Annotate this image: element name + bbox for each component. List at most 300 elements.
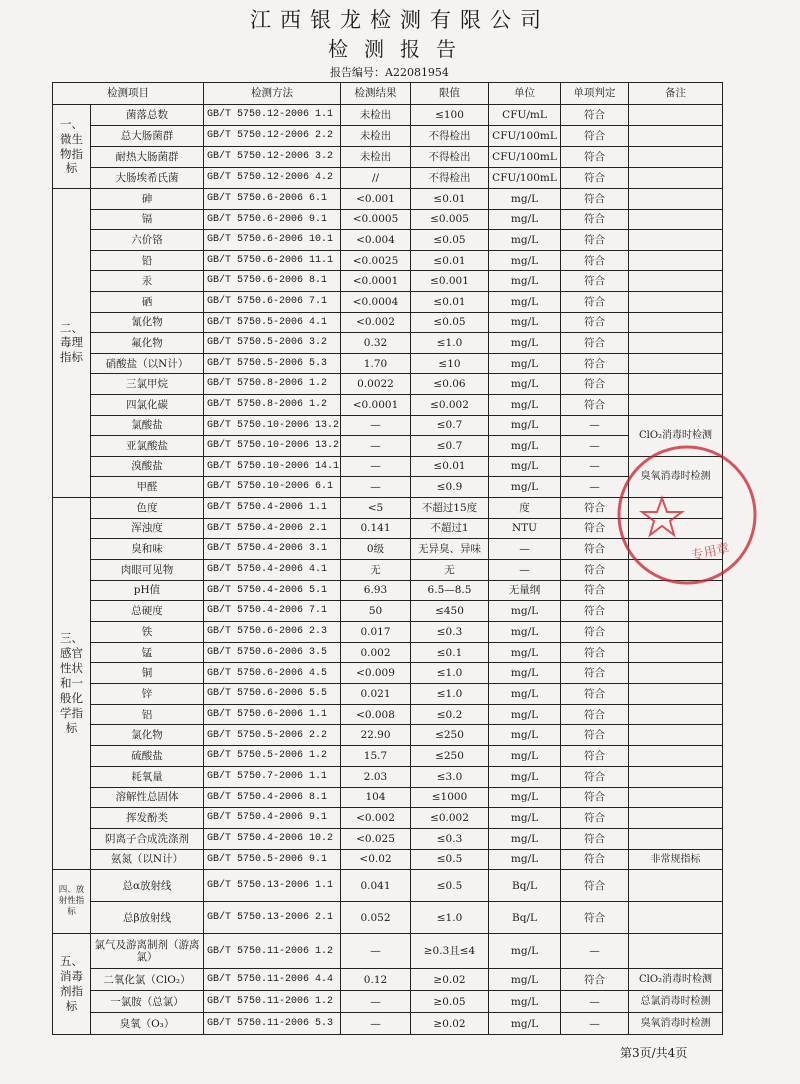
cell-remark	[629, 271, 723, 292]
cell-limit: ≤0.06	[411, 374, 489, 395]
cell-limit: ≤0.01	[411, 456, 489, 477]
cell-limit: ≤250	[411, 746, 489, 767]
cell-result: —	[341, 1013, 411, 1035]
table-row	[53, 415, 723, 436]
cell-method: GB/T 5750.6-2006 3.5	[204, 642, 341, 663]
cell-item: 阴离子合成洗涤剂	[91, 828, 204, 849]
cell-limit: ≤0.2	[411, 704, 489, 725]
table-row	[53, 725, 723, 746]
cell-method: GB/T 5750.4-2006 1.1	[204, 497, 341, 518]
cell-result: 0.12	[341, 969, 411, 991]
col-header-result: 检测结果	[341, 83, 411, 105]
cell-unit: mg/L	[489, 312, 561, 333]
table-row	[53, 539, 723, 560]
cell-result: 0.052	[341, 902, 411, 934]
cell-judgement: 符合	[561, 333, 629, 354]
cell-judgement: 符合	[561, 870, 629, 902]
cell-item: 臭氧（O₃）	[91, 1013, 204, 1035]
cell-method: GB/T 5750.4-2006 9.1	[204, 808, 341, 829]
cell-method: GB/T 5750.4-2006 8.1	[204, 787, 341, 808]
cell-method: GB/T 5750.8-2006 1.2	[204, 394, 341, 415]
cell-limit: ≤0.01	[411, 291, 489, 312]
cell-limit: ≤0.01	[411, 250, 489, 271]
table-row	[53, 580, 723, 601]
cell-item: 氰化物	[91, 312, 204, 333]
cell-method: GB/T 5750.4-2006 3.1	[204, 539, 341, 560]
cell-remark	[629, 725, 723, 746]
cell-result: 无	[341, 559, 411, 580]
cell-result: <0.0001	[341, 394, 411, 415]
cell-judgement: 符合	[561, 250, 629, 271]
cell-unit: mg/L	[489, 394, 561, 415]
cell-item: 氯气及游离制剂（游离氯）	[91, 934, 204, 969]
table-row	[53, 291, 723, 312]
cell-limit: ≤1.0	[411, 684, 489, 705]
cell-judgement: 符合	[561, 704, 629, 725]
cell-unit: mg/L	[489, 333, 561, 354]
cell-method: GB/T 5750.12-2006 4.2	[204, 168, 341, 189]
cell-unit: mg/L	[489, 456, 561, 477]
cell-result: 22.90	[341, 725, 411, 746]
table-row	[53, 333, 723, 354]
cell-result: <0.002	[341, 808, 411, 829]
cell-item: 甲醛	[91, 477, 204, 498]
cell-limit: ≤0.5	[411, 849, 489, 870]
cell-judgement: 符合	[561, 105, 629, 126]
cell-judgement: 符合	[561, 580, 629, 601]
cell-remark	[629, 105, 723, 126]
cell-remark	[629, 828, 723, 849]
table-row	[53, 168, 723, 189]
table-row	[53, 497, 723, 518]
cell-unit: mg/L	[489, 374, 561, 395]
cell-unit: mg/L	[489, 477, 561, 498]
table-row	[53, 353, 723, 374]
cell-limit: ≤0.005	[411, 209, 489, 230]
cell-unit: mg/L	[489, 1013, 561, 1035]
cell-judgement: 符合	[561, 230, 629, 251]
table-row	[53, 147, 723, 168]
table-row	[53, 642, 723, 663]
cell-unit: mg/L	[489, 353, 561, 374]
cell-method: GB/T 5750.5-2006 3.2	[204, 333, 341, 354]
cell-item: 硝酸盐（以N计）	[91, 353, 204, 374]
cell-unit: NTU	[489, 518, 561, 539]
cell-limit: 不得检出	[411, 126, 489, 147]
cell-remark	[629, 766, 723, 787]
cell-judgement: 符合	[561, 291, 629, 312]
cell-remark: 臭氧消毒时检测	[629, 456, 723, 497]
cell-item: 四氯化碳	[91, 394, 204, 415]
cell-judgement: 符合	[561, 663, 629, 684]
cell-result: <0.0005	[341, 209, 411, 230]
cell-limit: ≤10	[411, 353, 489, 374]
cell-limit: ≤0.05	[411, 230, 489, 251]
cell-method: GB/T 5750.10-2006 6.1	[204, 477, 341, 498]
cell-method: GB/T 5750.4-2006 10.2	[204, 828, 341, 849]
cell-item: 镉	[91, 209, 204, 230]
cell-method: GB/T 5750.6-2006 9.1	[204, 209, 341, 230]
cell-result: <0.002	[341, 312, 411, 333]
cell-remark	[629, 902, 723, 934]
cell-result: <0.004	[341, 230, 411, 251]
cell-method: GB/T 5750.13-2006 2.1	[204, 902, 341, 934]
cell-unit: 度	[489, 497, 561, 518]
cell-item: 六价铬	[91, 230, 204, 251]
cell-remark	[629, 746, 723, 767]
cell-unit: CFU/100mL	[489, 126, 561, 147]
cell-unit: mg/L	[489, 271, 561, 292]
cell-method: GB/T 5750.6-2006 11.1	[204, 250, 341, 271]
cell-limit: ≤1.0	[411, 333, 489, 354]
cell-method: GB/T 5750.10-2006 13.2	[204, 436, 341, 457]
cell-item: 氯化物	[91, 725, 204, 746]
cell-item: 臭和味	[91, 539, 204, 560]
cell-unit: mg/L	[489, 808, 561, 829]
cell-unit: mg/L	[489, 766, 561, 787]
cell-remark: ClO₂消毒时检测	[629, 969, 723, 991]
cell-unit: mg/L	[489, 415, 561, 436]
cell-judgement: 符合	[561, 787, 629, 808]
cell-remark	[629, 808, 723, 829]
cell-unit: mg/L	[489, 787, 561, 808]
svg-text:专用章: 专用章	[689, 541, 731, 564]
cell-result: <0.009	[341, 663, 411, 684]
cell-result: <0.0025	[341, 250, 411, 271]
table-row	[53, 622, 723, 643]
cell-item: 总β放射线	[91, 902, 204, 934]
cell-result: 104	[341, 787, 411, 808]
cell-result: —	[341, 477, 411, 498]
cell-remark	[629, 312, 723, 333]
cell-limit: ≥0.02	[411, 1013, 489, 1035]
cell-limit: 不超过1	[411, 518, 489, 539]
cell-unit: mg/L	[489, 189, 561, 210]
cell-method: GB/T 5750.5-2006 5.3	[204, 353, 341, 374]
table-row	[53, 374, 723, 395]
cell-item: 氟化物	[91, 333, 204, 354]
cell-remark: 总氯消毒时检测	[629, 991, 723, 1013]
table-row	[53, 126, 723, 147]
cell-result: 0.017	[341, 622, 411, 643]
cell-result: <0.0001	[341, 271, 411, 292]
cell-method: GB/T 5750.5-2006 1.2	[204, 746, 341, 767]
cell-limit: ≤0.3	[411, 828, 489, 849]
cell-result: 0级	[341, 539, 411, 560]
cell-remark	[629, 601, 723, 622]
cell-item: 浑浊度	[91, 518, 204, 539]
cell-limit: ≤0.7	[411, 415, 489, 436]
cell-unit: CFU/100mL	[489, 168, 561, 189]
cell-method: GB/T 5750.5-2006 9.1	[204, 849, 341, 870]
table-row	[53, 991, 723, 1013]
cell-item: 耗氧量	[91, 766, 204, 787]
table-row	[53, 394, 723, 415]
cell-result: 6.93	[341, 580, 411, 601]
cell-method: GB/T 5750.4-2006 7.1	[204, 601, 341, 622]
cell-result: —	[341, 415, 411, 436]
cell-remark	[629, 209, 723, 230]
table-row	[53, 1013, 723, 1035]
cell-result: <0.008	[341, 704, 411, 725]
cell-result: <0.02	[341, 849, 411, 870]
table-row	[53, 746, 723, 767]
cell-method: GB/T 5750.11-2006 1.2	[204, 991, 341, 1013]
test-results-table	[52, 82, 723, 1035]
table-row	[53, 704, 723, 725]
cell-judgement: 符合	[561, 168, 629, 189]
cell-item: 铅	[91, 250, 204, 271]
cell-limit: ≥0.02	[411, 969, 489, 991]
cell-limit: ≤0.01	[411, 189, 489, 210]
cell-unit: mg/L	[489, 746, 561, 767]
cell-limit: ≤0.001	[411, 271, 489, 292]
cell-remark	[629, 518, 723, 539]
cell-judgement: 符合	[561, 189, 629, 210]
cell-result: 未检出	[341, 105, 411, 126]
cell-judgement: 符合	[561, 725, 629, 746]
cell-result: <5	[341, 497, 411, 518]
cell-judgement: 符合	[561, 353, 629, 374]
cell-limit: 无异臭、异味	[411, 539, 489, 560]
cell-unit: Bq/L	[489, 870, 561, 902]
cell-method: GB/T 5750.12-2006 1.1	[204, 105, 341, 126]
category-label: 二、毒理指标	[53, 189, 91, 498]
cell-unit: mg/L	[489, 209, 561, 230]
cell-judgement: —	[561, 415, 629, 436]
cell-item: 铁	[91, 622, 204, 643]
table-row	[53, 518, 723, 539]
cell-result: 未检出	[341, 147, 411, 168]
cell-method: GB/T 5750.11-2006 5.3	[204, 1013, 341, 1035]
cell-item: 二氧化氯（ClO₂）	[91, 969, 204, 991]
cell-item: 三氯甲烷	[91, 374, 204, 395]
table-row	[53, 436, 723, 457]
cell-method: GB/T 5750.5-2006 4.1	[204, 312, 341, 333]
cell-unit: mg/L	[489, 663, 561, 684]
cell-result: —	[341, 991, 411, 1013]
cell-limit: 无	[411, 559, 489, 580]
table-row	[53, 601, 723, 622]
cell-remark	[629, 353, 723, 374]
cell-result: 0.041	[341, 870, 411, 902]
cell-method: GB/T 5750.7-2006 1.1	[204, 766, 341, 787]
cell-item: 菌落总数	[91, 105, 204, 126]
cell-unit: Bq/L	[489, 902, 561, 934]
cell-result: <0.0004	[341, 291, 411, 312]
cell-remark	[629, 622, 723, 643]
cell-method: GB/T 5750.4-2006 4.1	[204, 559, 341, 580]
table-row	[53, 849, 723, 870]
cell-unit: mg/L	[489, 230, 561, 251]
cell-limit: ≤100	[411, 105, 489, 126]
cell-item: 色度	[91, 497, 204, 518]
cell-limit: 不得检出	[411, 168, 489, 189]
cell-result: //	[341, 168, 411, 189]
page-number: 第3页/共4页	[620, 1046, 688, 1060]
cell-item: 总硬度	[91, 601, 204, 622]
cell-item: 溴酸盐	[91, 456, 204, 477]
cell-remark	[629, 230, 723, 251]
table-body	[53, 105, 723, 1035]
table-row	[53, 766, 723, 787]
cell-limit: ≤250	[411, 725, 489, 746]
cell-item: 硒	[91, 291, 204, 312]
table-row	[53, 684, 723, 705]
cell-item: 一氯胺（总氯）	[91, 991, 204, 1013]
cell-unit: 无量纲	[489, 580, 561, 601]
cell-limit: ≤450	[411, 601, 489, 622]
cell-item: 耐热大肠菌群	[91, 147, 204, 168]
cell-judgement: 符合	[561, 271, 629, 292]
cell-method: GB/T 5750.4-2006 2.1	[204, 518, 341, 539]
cell-item: 挥发酚类	[91, 808, 204, 829]
cell-judgement: 符合	[561, 539, 629, 560]
cell-judgement: 符合	[561, 374, 629, 395]
cell-limit: ≤0.05	[411, 312, 489, 333]
table-row	[53, 312, 723, 333]
cell-result: 0.021	[341, 684, 411, 705]
table-row	[53, 808, 723, 829]
cell-result: 50	[341, 601, 411, 622]
cell-method: GB/T 5750.6-2006 6.1	[204, 189, 341, 210]
cell-method: GB/T 5750.10-2006 14.1	[204, 456, 341, 477]
cell-method: GB/T 5750.6-2006 10.1	[204, 230, 341, 251]
cell-limit: ≤1.0	[411, 902, 489, 934]
cell-unit: mg/L	[489, 291, 561, 312]
cell-judgement: —	[561, 436, 629, 457]
cell-judgement: 符合	[561, 601, 629, 622]
cell-remark	[629, 539, 723, 560]
cell-limit: 不超过15度	[411, 497, 489, 518]
cell-remark	[629, 934, 723, 969]
cell-unit: —	[489, 559, 561, 580]
cell-method: GB/T 5750.12-2006 3.2	[204, 147, 341, 168]
cell-unit: mg/L	[489, 250, 561, 271]
cell-item: 铜	[91, 663, 204, 684]
cell-remark: 臭氧消毒时检测	[629, 1013, 723, 1035]
table-row	[53, 477, 723, 498]
cell-remark	[629, 147, 723, 168]
cell-remark: 非常规指标	[629, 849, 723, 870]
cell-judgement: 符合	[561, 312, 629, 333]
cell-remark	[629, 291, 723, 312]
cell-unit: mg/L	[489, 704, 561, 725]
table-row	[53, 250, 723, 271]
cell-limit: ≤0.5	[411, 870, 489, 902]
cell-remark	[629, 580, 723, 601]
cell-item: 氨氮（以N计）	[91, 849, 204, 870]
cell-remark	[629, 126, 723, 147]
cell-judgement: 符合	[561, 642, 629, 663]
cell-judgement: 符合	[561, 684, 629, 705]
table-row	[53, 787, 723, 808]
cell-limit: ≥0.3且≤4	[411, 934, 489, 969]
cell-unit: mg/L	[489, 828, 561, 849]
cell-remark	[629, 168, 723, 189]
cell-method: GB/T 5750.8-2006 1.2	[204, 374, 341, 395]
cell-method: GB/T 5750.11-2006 1.2	[204, 934, 341, 969]
cell-result: 0.0022	[341, 374, 411, 395]
report-number-label: 报告编号：	[330, 66, 385, 79]
cell-judgement: —	[561, 1013, 629, 1035]
cell-item: pH值	[91, 580, 204, 601]
cell-unit: mg/L	[489, 436, 561, 457]
col-header-remark: 备注	[629, 83, 723, 105]
cell-judgement: 符合	[561, 497, 629, 518]
cell-limit: 不得检出	[411, 147, 489, 168]
cell-unit: mg/L	[489, 684, 561, 705]
cell-unit: CFU/100mL	[489, 147, 561, 168]
cell-item: 总大肠菌群	[91, 126, 204, 147]
cell-judgement: —	[561, 934, 629, 969]
cell-method: GB/T 5750.6-2006 2.3	[204, 622, 341, 643]
cell-result: 0.32	[341, 333, 411, 354]
cell-judgement: 符合	[561, 518, 629, 539]
cell-judgement: 符合	[561, 746, 629, 767]
cell-result: —	[341, 436, 411, 457]
cell-remark	[629, 559, 723, 580]
cell-unit: —	[489, 539, 561, 560]
cell-result: 未检出	[341, 126, 411, 147]
table-row	[53, 870, 723, 902]
cell-method: GB/T 5750.6-2006 5.5	[204, 684, 341, 705]
cell-item: 大肠埃希氏菌	[91, 168, 204, 189]
cell-result: 0.002	[341, 642, 411, 663]
cell-judgement: 符合	[561, 969, 629, 991]
cell-unit: mg/L	[489, 601, 561, 622]
table-row	[53, 456, 723, 477]
category-label: 四、放射性指标	[53, 870, 91, 934]
cell-limit: 6.5—8.5	[411, 580, 489, 601]
cell-remark	[629, 374, 723, 395]
cell-item: 锌	[91, 684, 204, 705]
cell-item: 溶解性总固体	[91, 787, 204, 808]
cell-result: —	[341, 934, 411, 969]
cell-remark	[629, 189, 723, 210]
cell-method: GB/T 5750.6-2006 1.1	[204, 704, 341, 725]
cell-item: 肉眼可见物	[91, 559, 204, 580]
col-header-judgement: 单项判定	[561, 83, 629, 105]
cell-limit: ≤1000	[411, 787, 489, 808]
table-row	[53, 559, 723, 580]
company-name: 江西银龙检测有限公司	[250, 8, 550, 32]
cell-result: <0.001	[341, 189, 411, 210]
cell-item: 铝	[91, 704, 204, 725]
table-row	[53, 663, 723, 684]
table-row	[53, 934, 723, 969]
cell-result: 15.7	[341, 746, 411, 767]
cell-unit: mg/L	[489, 934, 561, 969]
cell-judgement: 符合	[561, 394, 629, 415]
table-row	[53, 209, 723, 230]
cell-limit: ≤0.002	[411, 808, 489, 829]
report-number	[330, 64, 449, 80]
cell-unit: CFU/mL	[489, 105, 561, 126]
col-header-item: 检测项目	[53, 83, 204, 105]
cell-unit: mg/L	[489, 622, 561, 643]
cell-item: 总α放射线	[91, 870, 204, 902]
col-header-method: 检测方法	[204, 83, 341, 105]
cell-method: GB/T 5750.4-2006 5.1	[204, 580, 341, 601]
cell-remark	[629, 497, 723, 518]
cell-remark	[629, 787, 723, 808]
cell-remark	[629, 870, 723, 902]
cell-method: GB/T 5750.6-2006 4.5	[204, 663, 341, 684]
cell-item: 锰	[91, 642, 204, 663]
cell-item: 汞	[91, 271, 204, 292]
cell-limit: ≤0.1	[411, 642, 489, 663]
